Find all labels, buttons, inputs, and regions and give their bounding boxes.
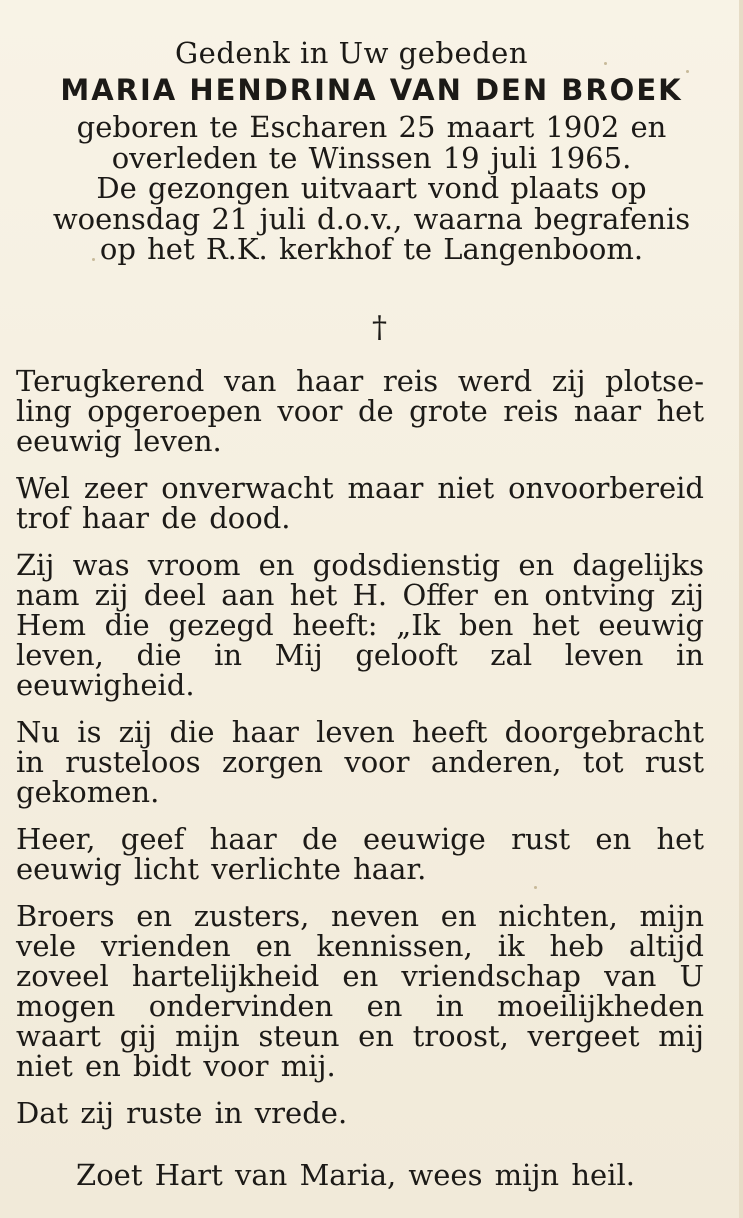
bio-line: op het R.K. kerkhof te Langenboom. bbox=[99, 232, 644, 266]
paragraph-rest: Nu is zij die haar leven heeft doorgebracht in rusteloos zorgen voor anderen, tot rust gekomen. bbox=[16, 715, 704, 809]
biographical-details bbox=[0, 112, 743, 265]
bio-line: geboren te Escharen 25 maart 1902 en bbox=[76, 110, 667, 144]
invocation: Gedenk in Uw gebeden bbox=[174, 36, 529, 70]
deceased-name: MARIA HENDRINA VAN DEN BROEK bbox=[60, 73, 683, 107]
bio-line: overleden te Winssen 19 juli 1965. bbox=[111, 140, 632, 175]
paper-speck bbox=[92, 258, 95, 261]
paper-speck bbox=[534, 886, 537, 889]
paragraph-peace: Dat zij ruste in vrede. bbox=[16, 1096, 348, 1130]
paragraph-farewell: Broers en zusters, neven en nichten, mijn vele vrienden en kennissen, ik heb altijd zoveel hartelijkheid en vriendschap van U mogen ondervinden en in moeilijkheden waart gij mijn steun en troost, vergeet mij niet en bidt voor mij. bbox=[16, 899, 704, 1083]
paper-speck bbox=[604, 62, 607, 65]
closing-prayer: Zoet Hart van Maria, wees mijn heil. bbox=[76, 1158, 635, 1192]
paragraph-faith: Zij was vroom en godsdienstig en dagelijks nam zij deel aan het H. Offer en ontving zij Hem die gezegd heeft: „Ik ben het eeuwig leven, die in Mij gelooft zal leven in eeuwigheid. bbox=[16, 548, 704, 702]
bio-line: De gezongen uitvaart vond plaats op bbox=[96, 171, 647, 205]
paragraph-death: Wel zeer onverwacht maar niet onvoorbereid trof haar de dood. bbox=[16, 471, 704, 535]
paragraph-journey: Terugkerend van haar reis werd zij plotseling opgeroepen voor de grote reis naar het eeuwig leven. bbox=[16, 364, 704, 458]
paper-speck bbox=[686, 70, 689, 73]
bio-line: woensdag 21 juli d.o.v., waarna begrafenis bbox=[52, 201, 691, 236]
cross-icon: † bbox=[372, 310, 387, 345]
paragraph-prayer: Heer, geef haar de eeuwige rust en het eeuwig licht verlichte haar. bbox=[16, 822, 704, 886]
card-text bbox=[16, 366, 704, 1144]
card-header bbox=[0, 36, 743, 265]
